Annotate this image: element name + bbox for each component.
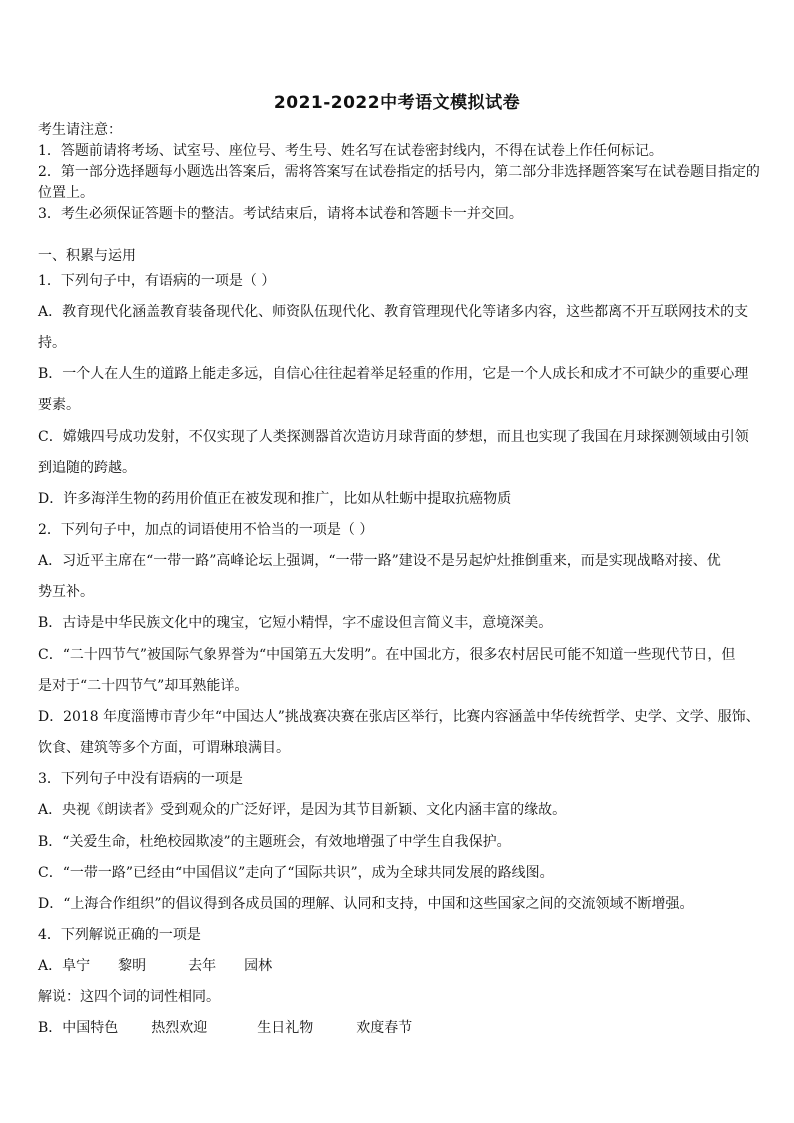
q4-option-a-label: A． xyxy=(38,958,63,974)
q3-stem: 3．下列句子中没有语病的一项是 xyxy=(38,771,243,787)
q4-option-b-label: B． xyxy=(38,1020,63,1036)
notice-heading: 考生请注意： xyxy=(38,122,122,138)
q2-option-a-cont: 势互补。 xyxy=(38,584,94,600)
notice-item-1: 1．答题前请将考场、试室号、座位号、考生号、姓名写在试卷密封线内，不得在试卷上作任何标记。 xyxy=(38,143,663,159)
q4-option-a-word: 园林 xyxy=(244,958,273,974)
q1-option-a: A．教育现代化涵盖教育装备现代化、师资队伍现代化、教育管理现代化等诸多内容，这些都离不开互联网技术的支 xyxy=(38,304,749,320)
q3-option-d: D．“上海合作组织”的倡议得到各成员国的理解、认同和支持，中国和这些国家之间的交流领域不断增强。 xyxy=(38,896,694,912)
q2-option-c: C．“二十四节气”被国际气象界誉为“中国第五大发明”。在中国北方，很多农村居民可能不知道一些现代节日，但 xyxy=(38,647,736,663)
notice-item-2: 2．第一部分选择题每小题选出答案后，需将答案写在试卷指定的括号内，第二部分非选择题答案写在试卷题目指定的 xyxy=(38,164,760,180)
q1-stem: 1．下列句子中，有语病的一项是（ ） xyxy=(38,273,276,289)
q1-option-d: D．许多海洋生物的药用价值正在被发现和推广，比如从牡蛎中提取抗癌物质 xyxy=(38,491,512,507)
q4-option-a-word: 去年 xyxy=(188,958,217,974)
q3-option-b: B．“关爱生命，杜绝校园欺凌”的主题班会，有效地增强了中学生自我保护。 xyxy=(38,834,511,850)
q3-option-c: C．“一带一路”已经由“中国倡议”走向了“国际共识”，成为全球共同发展的路线图。 xyxy=(38,865,554,881)
q4-option-a-word: 黎明 xyxy=(118,958,147,974)
q4-option-b xyxy=(38,1019,412,1037)
q2-option-c-cont: 是对于“二十四节气”却耳熟能详。 xyxy=(38,678,249,694)
notice-item-2-cont: 位置上。 xyxy=(38,185,94,201)
notice-item-3: 3．考生必须保证答题卡的整洁。考试结束后，请将本试卷和答题卡一并交回。 xyxy=(38,206,523,222)
q2-option-d: D．2018 年度淄博市青少年“中国达人”挑战赛决赛在张店区举行，比赛内容涵盖中华传统哲学、史学、文学、服饰、 xyxy=(38,709,760,725)
q3-option-a: A．央视《朗读者》受到观众的广泛好评，是因为其节目新颖、文化内涵丰富的缘故。 xyxy=(38,802,567,818)
q1-option-b-cont: 要素。 xyxy=(38,397,80,413)
q4-option-b-word: 欢度春节 xyxy=(356,1020,413,1036)
q4-option-a xyxy=(38,957,272,975)
q4-option-b-word: 热烈欢迎 xyxy=(151,1020,208,1036)
q4-explanation: 解说：这四个词的词性相同。 xyxy=(38,989,220,1005)
q1-option-c-cont: 到追随的跨越。 xyxy=(38,460,136,476)
q2-stem: 2．下列句子中，加点的词语使用不恰当的一项是（ ） xyxy=(38,522,374,538)
section-heading: 一、积累与运用 xyxy=(38,248,136,264)
q4-option-a-word: 阜宁 xyxy=(62,958,91,974)
q4-option-b-word: 生日礼物 xyxy=(257,1020,314,1036)
q2-option-a: A．习近平主席在“一带一路”高峰论坛上强调，“一带一路”建设不是另起炉灶推倒重来，而是实现战略对接、优 xyxy=(38,553,721,569)
page-title: 2021-2022中考语文模拟试卷 xyxy=(273,93,521,113)
q1-option-b: B．一个人在人生的道路上能走多远，自信心往往起着举足轻重的作用，它是一个人成长和成才不可缺少的重要心理 xyxy=(38,366,749,382)
q2-option-d-cont: 饮食、建筑等多个方面，可谓琳琅满目。 xyxy=(38,740,290,756)
q2-option-b: B．古诗是中华民族文化中的瑰宝，它短小精悍，字不虚设但言简义丰，意境深美。 xyxy=(38,615,553,631)
q1-option-a-cont: 持。 xyxy=(38,335,66,351)
q4-option-b-word: 中国特色 xyxy=(62,1020,119,1036)
q1-option-c: C．嫦娥四号成功发射，不仅实现了人类探测器首次造访月球背面的梦想，而且也实现了我国在月球探测领域由引领 xyxy=(38,429,749,445)
q4-stem: 4．下列解说正确的一项是 xyxy=(38,927,201,943)
